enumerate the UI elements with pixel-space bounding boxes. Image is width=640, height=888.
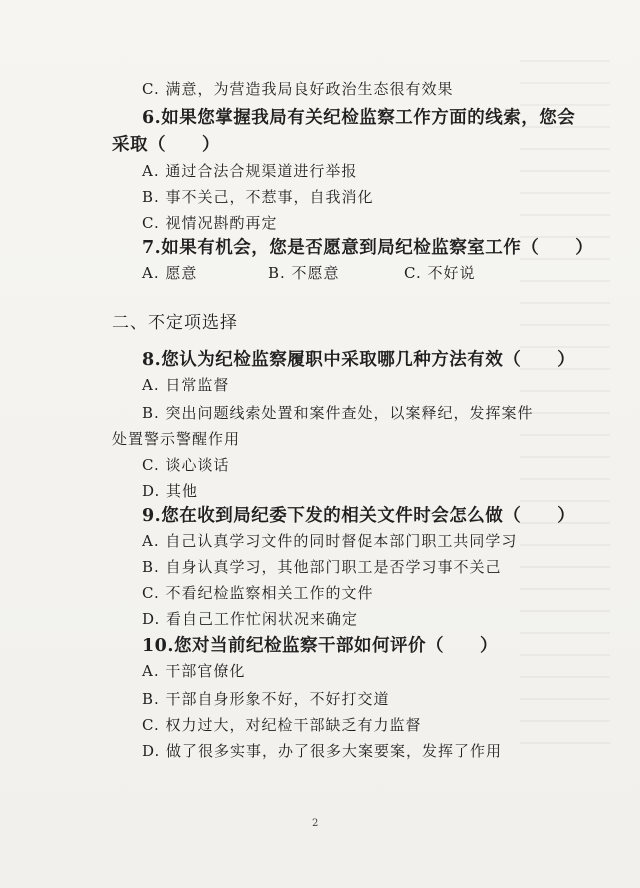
q9-option-d: D. 看自己工作忙闲状况来确定 xyxy=(142,610,359,628)
q9-option-c: C. 不看纪检监察相关工作的文件 xyxy=(142,584,374,602)
q5-option-c: C. 满意，为营造我局良好政治生态很有效果 xyxy=(142,80,454,98)
q6-title-line2: 采取（ ） xyxy=(112,135,220,155)
q10-option-c: C. 权力过大，对纪检干部缺乏有力监督 xyxy=(142,716,422,734)
q6-title-line1: 6.如果您掌握我局有关纪检监察工作方面的线索，您会 xyxy=(142,108,576,128)
q6-option-a: A. 通过合法合规渠道进行举报 xyxy=(142,162,358,180)
q10-title: 10.您对当前纪检监察干部如何评价（ ） xyxy=(142,636,498,656)
q6-option-c: C. 视情况斟酌再定 xyxy=(142,214,278,232)
q9-option-b: B. 自身认真学习，其他部门职工是否学习事不关己 xyxy=(142,558,502,576)
q8-option-d: D. 其他 xyxy=(142,482,199,500)
q7-option-b: B. 不愿意 xyxy=(268,264,340,282)
q8-option-b-line1: B. 突出问题线索处置和案件查处，以案释纪，发挥案件 xyxy=(142,404,534,422)
page-number: 2 xyxy=(312,818,319,829)
q10-option-b: B. 干部自身形象不好，不好打交道 xyxy=(142,690,390,708)
q8-title: 8.您认为纪检监察履职中采取哪几种方法有效（ ） xyxy=(142,350,576,370)
q9-option-a: A. 自己认真学习文件的同时督促本部门职工共同学习 xyxy=(142,532,518,550)
q8-option-c: C. 谈心谈话 xyxy=(142,456,230,474)
q10-option-a: A. 干部官僚化 xyxy=(142,662,246,680)
q10-option-d: D. 做了很多实事，办了很多大案要案，发挥了作用 xyxy=(142,742,503,760)
section-heading-2: 二、不定项选择 xyxy=(112,313,238,333)
q6-option-b: B. 事不关己，不惹事，自我消化 xyxy=(142,188,374,206)
q7-option-c: C. 不好说 xyxy=(404,264,476,282)
q7-title: 7.如果有机会，您是否愿意到局纪检监察室工作（ ） xyxy=(142,238,594,258)
q8-option-a: A. 日常监督 xyxy=(142,376,230,394)
q7-option-a: A. 愿意 xyxy=(142,264,198,282)
q9-title: 9.您在收到局纪委下发的相关文件时会怎么做（ ） xyxy=(142,506,576,526)
q8-option-b-line2: 处置警示警醒作用 xyxy=(112,430,241,448)
